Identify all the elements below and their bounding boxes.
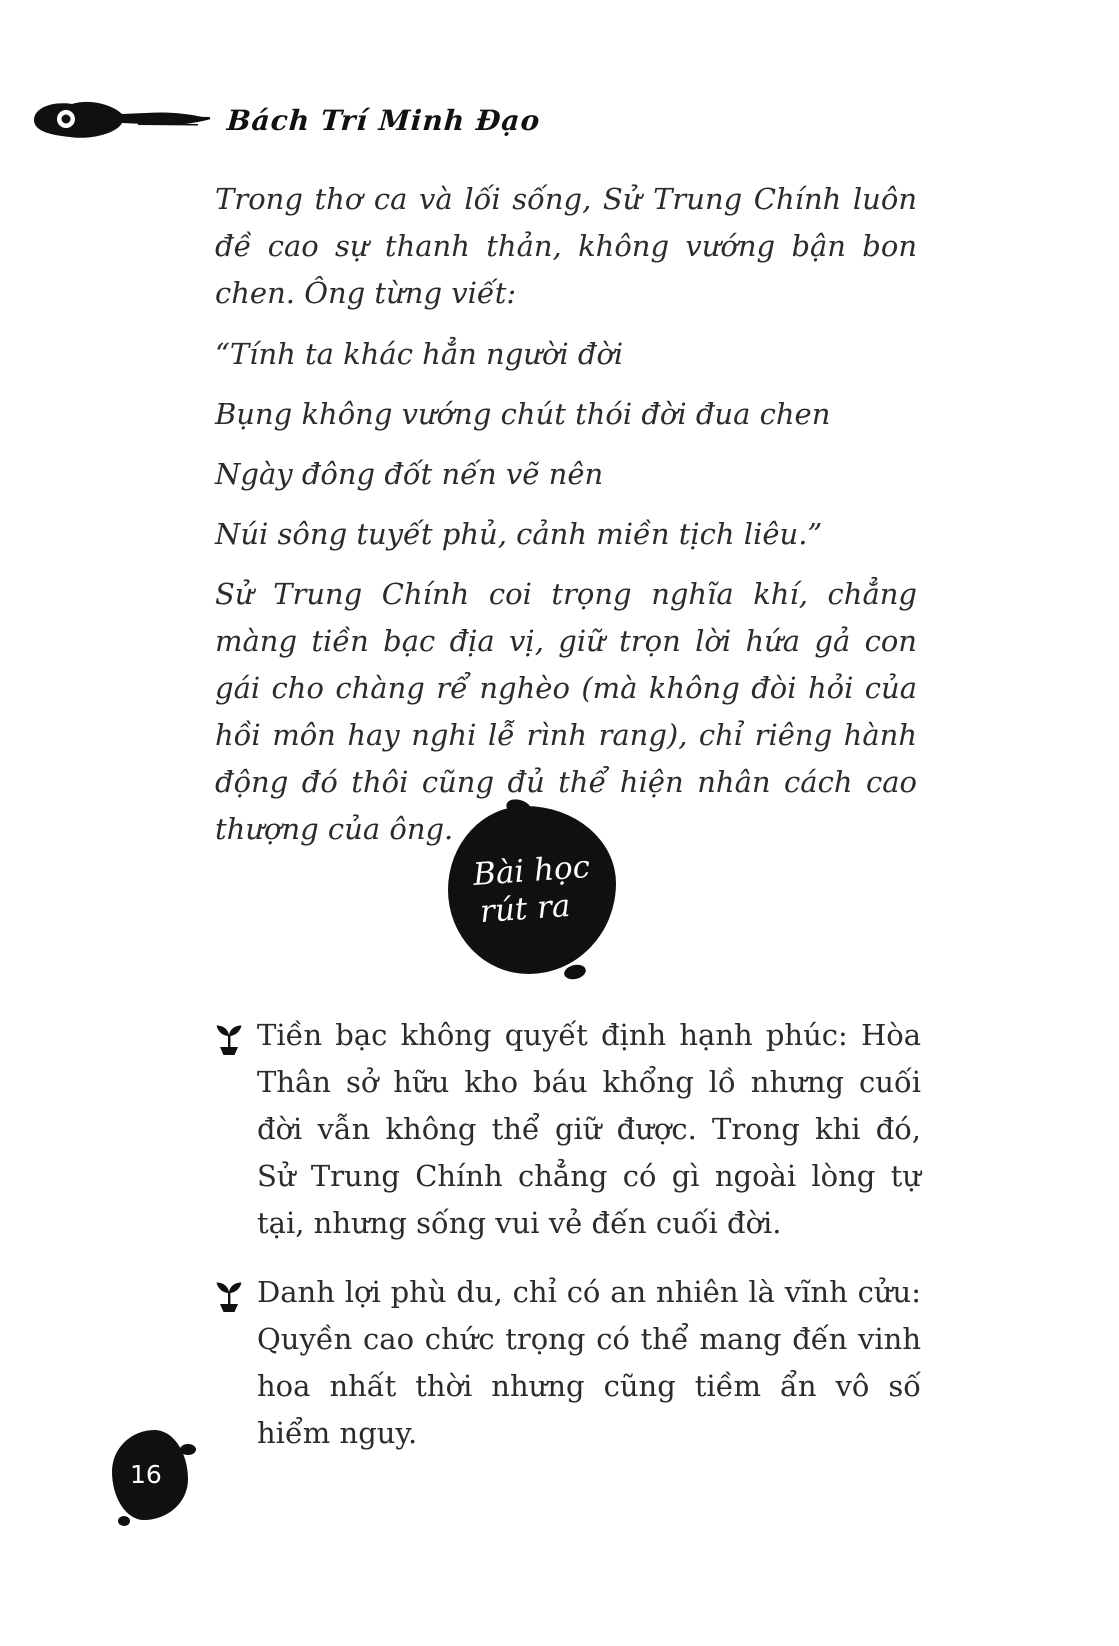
poem-line: Núi sông tuyết phủ, cảnh miền tịch liêu.” <box>215 517 823 551</box>
badge-text-line2: rút ra <box>478 887 572 931</box>
page-number-blob <box>112 1430 188 1520</box>
seedling-icon <box>213 1269 245 1314</box>
page-number: 16 <box>130 1460 162 1489</box>
intro-paragraph: Trong thơ ca và lối sống, Sử Trung Chính luôn đề cao sự thanh thản, không vướng bận bon chen. Ông từng viết: <box>215 182 917 310</box>
seedling-icon <box>213 1012 245 1057</box>
lesson-item <box>213 1269 921 1457</box>
poem <box>215 331 917 558</box>
lesson-text: Tiền bạc không quyết định hạnh phúc: Hòa Thân sở hữu kho báu khổng lồ nhưng cuối đời vẫn không thể giữ được. Trong khi đó, Sử Trung Chính chẳng có gì ngoài lòng tự tại, nhưng sống vui vẻ đến cuối đời. <box>257 1018 921 1240</box>
poem-line: Ngày đông đốt nến vẽ nên <box>215 457 604 491</box>
badge-text-line1: Bài học <box>472 848 592 894</box>
poem-line: Bụng không vướng chút thói đời đua chen <box>215 397 831 431</box>
book-title: Bách Trí Minh Đạo <box>225 103 542 137</box>
brush-icon <box>28 98 213 142</box>
lesson-item <box>213 1012 921 1247</box>
lesson-badge <box>448 806 616 974</box>
lessons-list <box>213 1012 921 1479</box>
poem-line: “Tính ta khác hẳn người đời <box>215 337 624 371</box>
main-content <box>215 176 917 853</box>
body-paragraph: Sử Trung Chính coi trọng nghĩa khí, chẳng màng tiền bạc địa vị, giữ trọn lời hứa gả con gái cho chàng rể nghèo (mà không đòi hỏi của hồi môn hay nghi lễ rình rang), chỉ riêng hành động đó thôi cũng đủ thể hiện nhân cách cao thượng của ông. <box>215 577 917 846</box>
page-header <box>28 98 540 142</box>
lesson-text: Danh lợi phù du, chỉ có an nhiên là vĩnh cửu: Quyền cao chức trọng có thể mang đến vinh hoa nhất thời nhưng cũng tiềm ẩn vô số hiểm nguy. <box>257 1275 921 1450</box>
